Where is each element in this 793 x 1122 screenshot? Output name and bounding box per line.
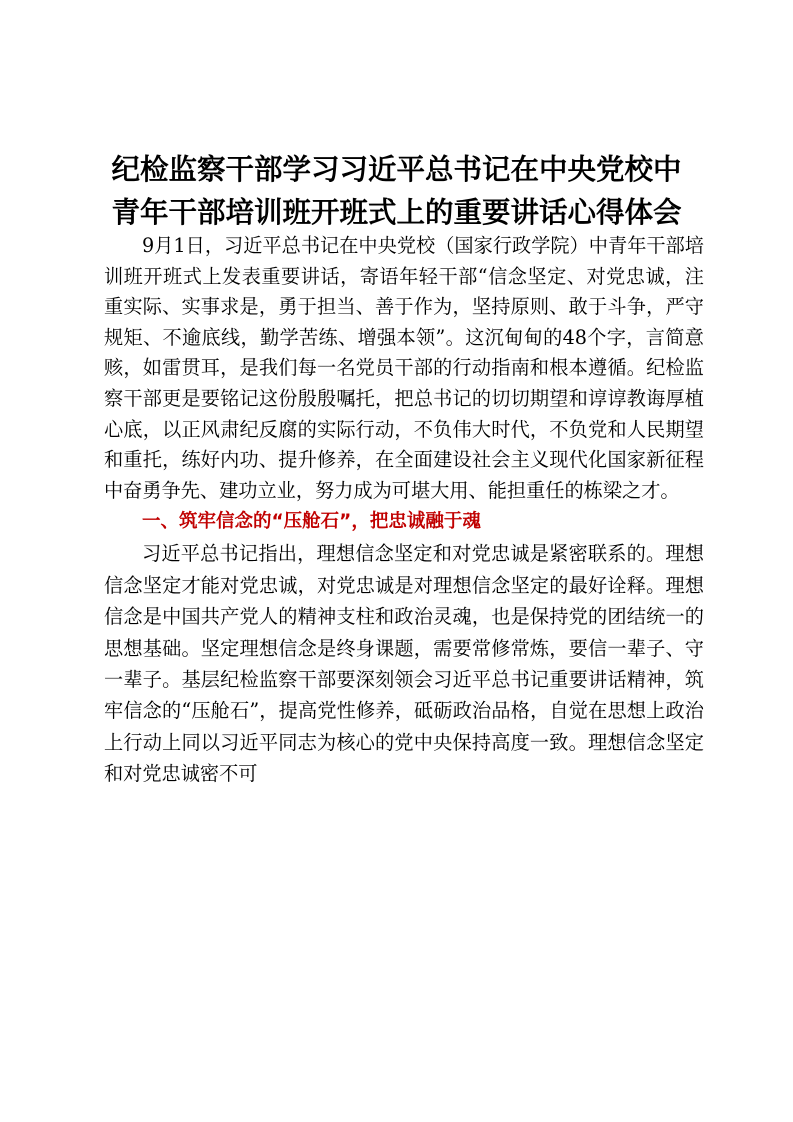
title-line-2: 青年干部培训班开班式上的重要讲话心得体会 bbox=[111, 196, 682, 229]
document-body bbox=[104, 231, 704, 790]
intro-paragraph: 9月1日，习近平总书记在中央党校（国家行政学院）中青年干部培训班开班式上发表重要讲话，寄语年轻干部“信念坚定、对党忠诚，注重实际、实事求是，勇于担当、善于作为，坚持原则、敢于斗争，严守规矩、不逾底线，勤学苦练、增强本领”。这沉甸甸的48个字，言简意赅，如雷贯耳，是我们每一名党员干部的行动指南和根本遵循。纪检监察干部更是要铭记这份殷殷嘱托，把总书记的切切期望和谆谆教诲厚植心底，以正风肃纪反腐的实际行动，不负伟大时代，不负党和人民期望和重托，练好内功、提升修养，在全面建设社会主义现代化国家新征程中奋勇争先、建功立业，努力成为可堪大用、能担重任的栋梁之才。 bbox=[104, 234, 704, 502]
document-title bbox=[90, 148, 703, 234]
section-heading-1: 一、筑牢信念的“压舱石”，把忠诚融于魂 bbox=[142, 511, 481, 533]
title-line-1: 纪检监察干部学习习近平总书记在中央党校中 bbox=[111, 153, 682, 186]
section-1-paragraph: 习近平总书记指出，理想信念坚定和对党忠诚是紧密联系的。理想信念坚定才能对党忠诚，对党忠诚是对理想信念坚定的最好诠释。理想信念是中国共产党人的精神支柱和政治灵魂，也是保持党的团结统一的思想基础。坚定理想信念是终身课题，需要常修常炼，要信一辈子、守一辈子。基层纪检监察干部要深刻领会习近平总书记重要讲话精神，筑牢信念的“压舱石”，提高党性修养，砥砺政治品格，自觉在思想上政治上行动上同以习近平同志为核心的党中央保持高度一致。理想信念坚定和对党忠诚密不可 bbox=[104, 542, 704, 786]
